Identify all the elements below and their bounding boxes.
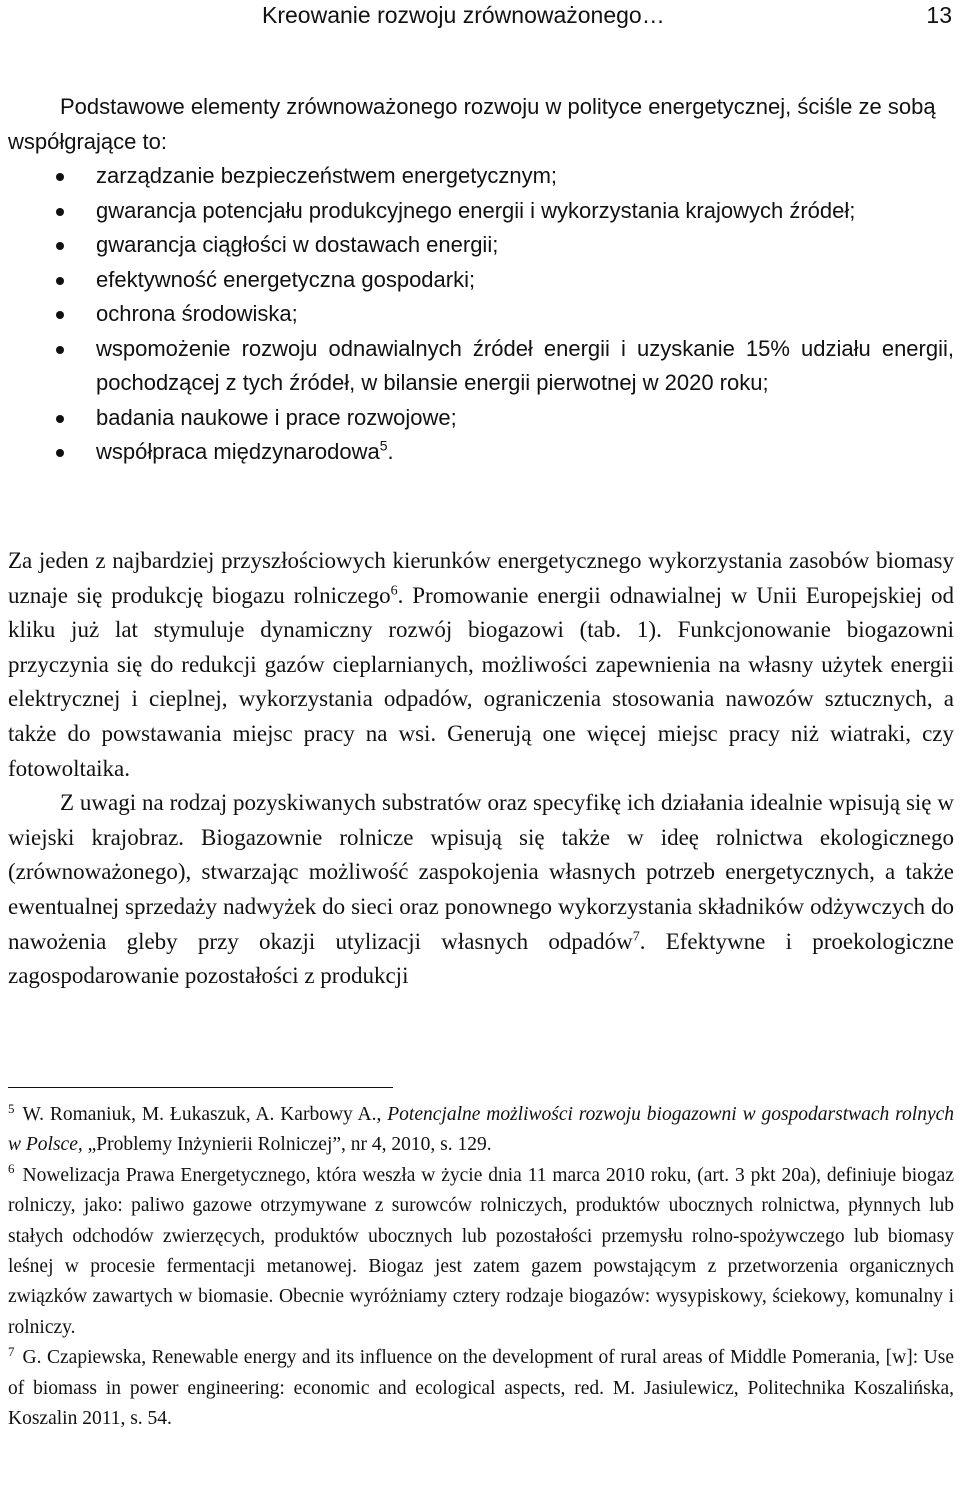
bullet-item: gwarancja potencjału produkcyjnego energii i wykorzystania krajowych źródeł; — [8, 194, 954, 229]
footnote: $^5$ W. Romaniuk, M. Łukaszuk, A. Karbowy A., Potencjalne możliwości rozwoju biogazowni w gospodarstwach rolnych w Polsce, „Problemy Inżynierii Rolniczej”, nr 4, 2010, s. 129. — [8, 1100, 954, 1156]
bullet-item: wspomożenie rozwoju odnawialnych źródeł energii i uzyskanie 15% udziału energii, pochodzącej z tych źródeł, w bilansie energii pierwotnej w 2020 roku; — [8, 332, 954, 401]
page-number: 13 — [926, 2, 952, 28]
footnote-ref[interactable]: 5 — [379, 437, 388, 454]
paragraph: Za jeden z najbardziej przyszłościowych kierunków energetycznego wykorzystania zasobów biomasy uznaje się produkcję biogazu rolniczego$^6$. Promowanie energii odnawialnej w Unii Europejskiej od kliku już lat stymuluje dynamiczny rozwój biogazowi (tab. 1). Funkcjonowanie biogazowni przyczynia się do redukcji gazów cieplarnianych, możliwości zapewnienia na własny użytek energii elektrycznej i cieplnej, wykorzystania odpadów, ograniczenia stosowania nawozów sztucznych, a także do powstawania miejsc pracy na wsi. Generują one więcej miejsc pracy niż wiatraki, czy fotowoltaika. — [8, 548, 954, 781]
bullet-icon — [56, 173, 64, 181]
intro-section — [8, 90, 954, 470]
footnotes — [8, 1100, 954, 1434]
bullet-item: badania naukowe i prace rozwojowe; — [8, 401, 954, 436]
running-header — [0, 0, 960, 34]
bullet-icon — [56, 208, 64, 216]
footnote-number: 6 — [8, 1161, 15, 1177]
paragraph: Z uwagi na rodzaj pozyskiwanych substratów oraz specyfikę ich działania idealnie wpisują się w wiejski krajobraz. Biogazownie rolnicze wpisują się także w ideę rolnictwa ekologicznego (zrównoważonego), stwarzając możliwość zaspokojenia własnych potrzeb energetycznych, a także ewentualnej sprzedaży nadwyżek do sieci oraz ponownego wykorzystania składników odżywczych do nawożenia gleby przy okazji utylizacji własnych odpadów$^7$. Efektywne i proekologiczne zagospodarowanie pozostałości z produkcji — [8, 790, 954, 989]
bullet-item: efektywność energetyczna gospodarki; — [8, 263, 954, 298]
bullet-item: ochrona środowiska; — [8, 297, 954, 332]
bullet-item: gwarancja ciągłości w dostawach energii; — [8, 228, 954, 263]
bullet-item: współpraca międzynarodowa$^5$. — [8, 435, 954, 470]
bullet-icon — [56, 242, 64, 250]
footnote: $^6$ Nowelizacja Prawa Energetycznego, która weszła w życie dnia 11 marca 2010 roku, (art. 3 pkt 20a), definiuje biogaz rolniczy, jako: paliwo gazowe otrzymywane z surowców rolniczych, produktów ubocznych rolnictwa, płynnych lub stałych odchodów zwierzęcych, produktów ubocznych lub pozostałości przemysłu rolno-spożywczego lub biomasy leśnej w procesie fermentacji metanowej. Biogaz jest zatem gazem powstającym z przetworzenia organicznych związków zawartych w biomasie. Obecnie wyróżniamy cztery rodzaje biogazów: wysypiskowy, ściekowy, komunalny i rolniczy. — [8, 1161, 954, 1338]
footnote-title: Potencjalne możliwości rozwoju biogazowni w gospodarstwach rolnych w Polsce, — [8, 1104, 954, 1156]
bullet-item: zarządzanie bezpieczeństwem energetycznym; — [8, 159, 954, 194]
bullet-icon — [56, 346, 64, 354]
intro-lead: Podstawowe elementy zrównoważonego rozwoju w polityce energetycznej, ściśle ze sobą współgrające to: — [8, 94, 936, 154]
bullet-icon — [56, 277, 64, 285]
footnote-number: 5 — [8, 1100, 15, 1116]
footnote-ref[interactable]: 7 — [632, 928, 640, 944]
main-text — [8, 544, 954, 994]
bullet-icon — [56, 311, 64, 319]
bullet-list — [8, 159, 954, 470]
bullet-icon — [56, 449, 64, 457]
footnote: $^7$ G. Czapiewska, Renewable energy and its influence on the development of rural areas of Middle Pomerania, [w]: Use of biomass in power engineering: economic and ecological aspects, red. M. Jasiulewicz, Politechnika Koszalińska, Koszalin 2011, s. 54. — [8, 1343, 954, 1430]
footnote-separator — [8, 1087, 393, 1088]
footnote-ref[interactable]: 6 — [390, 582, 398, 598]
bullet-icon — [56, 415, 64, 423]
running-header-title: Kreowanie rozwoju zrównoważonego… — [262, 2, 665, 28]
footnote-number: 7 — [8, 1343, 15, 1359]
